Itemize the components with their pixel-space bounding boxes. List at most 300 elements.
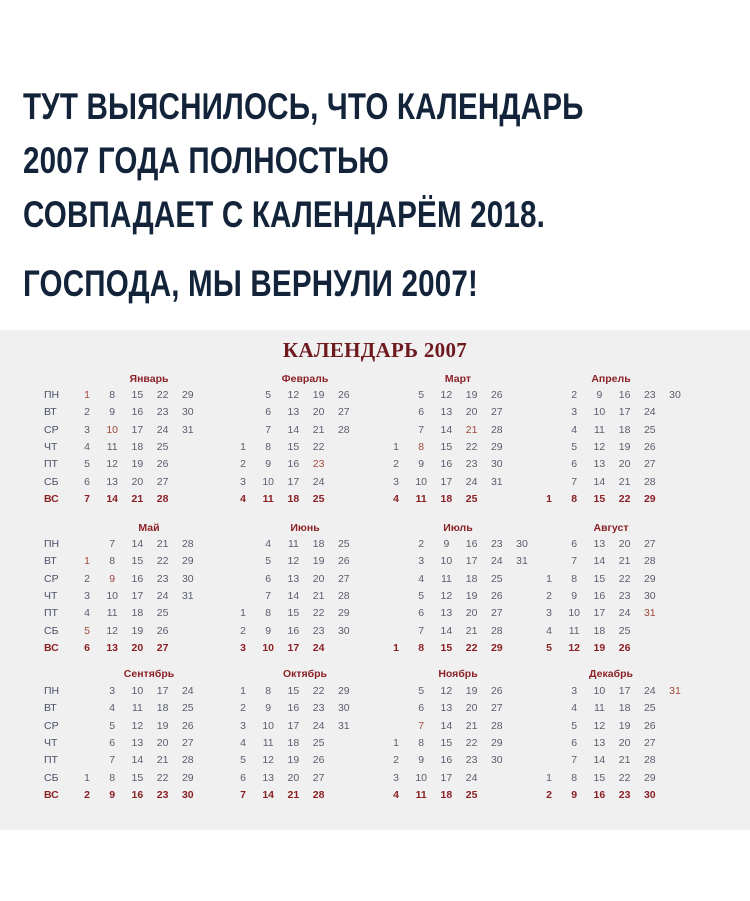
- calendar-day: 8: [418, 641, 425, 654]
- calendar-day: 26: [156, 458, 169, 471]
- calendar-day: 7: [265, 423, 272, 436]
- calendar-day: 20: [618, 538, 631, 550]
- calendar-day: 16: [287, 458, 300, 471]
- calendar-day: 18: [440, 788, 453, 801]
- calendar-day: 8: [571, 771, 578, 784]
- calendar-day: 20: [465, 702, 478, 715]
- calendar-day: 8: [265, 685, 272, 697]
- calendar-day: 10: [415, 475, 428, 488]
- calendar-day: 3: [240, 475, 246, 488]
- calendar-day: 24: [156, 423, 169, 436]
- calendar-day: 14: [593, 754, 606, 767]
- calendar-day: 15: [131, 555, 144, 568]
- calendar-day: 30: [669, 389, 681, 401]
- calendar-day: 8: [265, 440, 272, 453]
- calendar-day: 3: [571, 685, 578, 697]
- calendar-day: 10: [262, 641, 275, 654]
- calendar-day: 26: [490, 389, 503, 401]
- calendar-day: 28: [643, 754, 656, 767]
- calendar-day: 23: [312, 702, 325, 715]
- calendar-day: 23: [490, 538, 503, 550]
- calendar-day: 4: [240, 492, 246, 505]
- calendar-day: 6: [571, 736, 578, 749]
- calendar-day: 2: [418, 538, 425, 550]
- calendar-day: 1: [84, 389, 90, 401]
- calendar-day: 21: [618, 754, 631, 767]
- calendar-day: 6: [265, 406, 272, 419]
- calendar-day: 16: [618, 389, 631, 401]
- calendar-day: 24: [643, 406, 656, 419]
- calendar-day: 2: [84, 572, 90, 585]
- calendar-day: 16: [287, 624, 300, 637]
- calendar-day: 27: [337, 572, 350, 585]
- month-name: Ноябрь: [438, 668, 478, 680]
- calendar-day: 27: [156, 475, 169, 488]
- calendar-day: 12: [440, 589, 453, 602]
- calendar-day: 13: [440, 607, 453, 620]
- calendar-day: 15: [440, 641, 453, 654]
- calendar-day: 30: [181, 572, 194, 585]
- calendar-day: 23: [618, 788, 631, 801]
- calendar-day: 13: [593, 736, 606, 749]
- calendar-day: 12: [131, 719, 144, 732]
- calendar-day: 6: [84, 475, 90, 488]
- calendar-day: 9: [109, 406, 116, 419]
- calendar-day: 24: [465, 475, 478, 488]
- month-name: Май: [138, 522, 160, 534]
- calendar-day: 9: [571, 788, 578, 801]
- weekday-label: ПТ: [44, 754, 58, 767]
- calendar-day: 12: [568, 641, 581, 654]
- calendar-day: 5: [418, 685, 425, 697]
- calendar-day: 1: [240, 685, 246, 697]
- weekday-label: ПН: [44, 389, 60, 401]
- calendar-day: 27: [181, 736, 194, 749]
- calendar-day: 17: [440, 475, 453, 488]
- calendar-day: 20: [131, 475, 144, 488]
- calendar-day: 6: [240, 771, 246, 784]
- calendar-day: 1: [546, 572, 552, 585]
- calendar-day: 22: [465, 736, 478, 749]
- weekday-label: ВТ: [44, 702, 57, 715]
- calendar-day: 15: [287, 685, 300, 697]
- calendar-day: 10: [262, 719, 275, 732]
- calendar-day: 25: [181, 702, 194, 715]
- calendar-day: 17: [287, 641, 300, 654]
- calendar-day: 6: [84, 641, 90, 654]
- calendar-day: 26: [643, 440, 656, 453]
- calendar-day: 9: [596, 389, 603, 401]
- calendar-day: 9: [109, 572, 116, 585]
- calendar-day: 15: [131, 771, 144, 784]
- calendar-day: 29: [643, 572, 656, 585]
- calendar-day: 21: [156, 538, 169, 550]
- calendar-day: 11: [415, 492, 427, 505]
- calendar-day: 13: [131, 736, 144, 749]
- calendar-day: 12: [593, 719, 606, 732]
- calendar-day: 13: [262, 771, 275, 784]
- calendar-day: 27: [643, 736, 656, 749]
- calendar-day: 16: [131, 788, 144, 801]
- calendar-day: 3: [546, 607, 552, 620]
- calendar-day: 25: [490, 572, 503, 585]
- calendar-day: 29: [337, 607, 350, 620]
- calendar-day: 11: [415, 788, 427, 801]
- calendar-day: 26: [490, 589, 503, 602]
- calendar-day: 16: [440, 754, 453, 767]
- calendar-day: 7: [571, 475, 578, 488]
- calendar-day: 21: [465, 624, 478, 637]
- calendar-day: 17: [465, 555, 478, 568]
- calendar-day: 22: [465, 440, 478, 453]
- calendar-day: 13: [106, 641, 119, 654]
- calendar-day: 30: [643, 589, 656, 602]
- calendar-day: 29: [181, 771, 194, 784]
- calendar-day: 8: [571, 572, 578, 585]
- calendar-day: 7: [418, 719, 425, 732]
- calendar-day: 5: [546, 641, 552, 654]
- calendar-day: 11: [106, 440, 118, 453]
- weekday-label: СР: [44, 423, 59, 436]
- calendar-day: 6: [109, 736, 116, 749]
- calendar-day: 1: [393, 641, 399, 654]
- calendar-day: 17: [287, 475, 300, 488]
- calendar-day: 28: [181, 754, 194, 767]
- calendar-day: 9: [109, 788, 116, 801]
- calendar-day: 18: [465, 572, 478, 585]
- calendar-day: 3: [393, 771, 399, 784]
- calendar-day: 27: [643, 458, 656, 471]
- calendar-day: 2: [546, 788, 552, 801]
- calendar-day: 19: [618, 440, 631, 453]
- calendar-day: 12: [593, 440, 606, 453]
- calendar-day: 27: [643, 538, 656, 550]
- calendar-day: 22: [312, 440, 325, 453]
- calendar-day: 16: [465, 538, 478, 550]
- calendar-day: 12: [262, 754, 275, 767]
- calendar-day: 30: [516, 538, 528, 550]
- calendar-day: 23: [618, 589, 631, 602]
- calendar-day: 16: [287, 702, 300, 715]
- calendar-day: 15: [131, 389, 144, 401]
- calendar-day: 10: [106, 423, 119, 436]
- calendar-day: 2: [84, 788, 90, 801]
- month-name: Февраль: [281, 373, 329, 385]
- calendar-day: 28: [156, 492, 169, 505]
- calendar-day: 18: [593, 624, 606, 637]
- calendar-day: 29: [643, 492, 656, 505]
- calendar-day: 2: [240, 624, 246, 637]
- calendar-day: 17: [131, 423, 144, 436]
- calendar-day: 14: [106, 492, 119, 505]
- month-name: Сентябрь: [123, 668, 175, 680]
- month-name: Январь: [129, 373, 169, 385]
- weekday-label: ЧТ: [44, 736, 58, 749]
- weekday-label: СБ: [44, 475, 59, 488]
- calendar-day: 23: [465, 458, 478, 471]
- calendar-day: 31: [181, 423, 194, 436]
- calendar-day: 17: [618, 406, 631, 419]
- calendar-day: 4: [84, 440, 90, 453]
- calendar-day: 25: [618, 624, 631, 637]
- calendar-day: 21: [312, 423, 325, 436]
- calendar-day: 31: [490, 475, 503, 488]
- calendar-day: 8: [109, 389, 116, 401]
- calendar-day: 30: [337, 702, 350, 715]
- calendar-day: 5: [240, 754, 246, 767]
- calendar-day: 18: [287, 736, 300, 749]
- calendar-day: 25: [312, 736, 325, 749]
- calendar-day: 7: [571, 754, 578, 767]
- calendar-day: 14: [287, 423, 300, 436]
- calendar-day: 17: [156, 685, 169, 697]
- calendar-day: 9: [265, 458, 272, 471]
- calendar-day: 30: [181, 788, 194, 801]
- weekday-label: ПТ: [44, 458, 58, 471]
- calendar-day: 17: [131, 589, 144, 602]
- calendar-day: 30: [181, 406, 194, 419]
- calendar-day: 3: [240, 719, 246, 732]
- calendar-day: 12: [287, 389, 300, 401]
- calendar-day: 24: [312, 719, 325, 732]
- calendar-day: 3: [240, 641, 246, 654]
- calendar-day: 20: [465, 406, 478, 419]
- calendar-day: 9: [418, 458, 425, 471]
- calendar-day: 7: [240, 788, 246, 801]
- calendar-day: 23: [156, 406, 169, 419]
- calendar-day: 28: [181, 538, 194, 550]
- month-name: Март: [444, 373, 472, 385]
- calendar-day: 13: [593, 458, 606, 471]
- calendar-day: 16: [593, 589, 606, 602]
- calendar-day: 20: [287, 771, 300, 784]
- calendar-day: 4: [571, 702, 578, 715]
- calendar-day: 3: [84, 589, 90, 602]
- calendar-day: 3: [84, 423, 90, 436]
- calendar-day: 14: [131, 538, 144, 550]
- calendar-day: 4: [418, 572, 425, 585]
- calendar-day: 18: [287, 492, 300, 505]
- calendar-day: 2: [240, 458, 246, 471]
- calendar-day: 18: [312, 538, 325, 550]
- calendar-day: 20: [312, 572, 325, 585]
- calendar-day: 15: [287, 440, 300, 453]
- calendar-day: 7: [265, 589, 272, 602]
- calendar-day: 19: [465, 685, 478, 697]
- calendar-day: 31: [669, 685, 681, 697]
- weekday-label: ЧТ: [44, 589, 58, 602]
- calendar-day: 18: [618, 702, 631, 715]
- weekday-label: ВС: [44, 641, 59, 654]
- calendar-day: 16: [131, 406, 144, 419]
- calendar-day: 11: [262, 736, 274, 749]
- calendar-day: 20: [131, 641, 144, 654]
- calendar-day: 4: [393, 492, 399, 505]
- calendar-day: 7: [109, 538, 116, 550]
- calendar-day: 5: [571, 440, 578, 453]
- calendar-day: 6: [418, 406, 425, 419]
- weekday-label: ПН: [44, 538, 60, 550]
- calendar-day: 26: [156, 624, 169, 637]
- calendar-day: 3: [571, 406, 578, 419]
- weekday-label: ПТ: [44, 607, 58, 620]
- weekday-label: ВТ: [44, 555, 57, 568]
- weekday-label: СБ: [44, 771, 59, 784]
- calendar-day: 9: [265, 702, 272, 715]
- calendar-day: 14: [440, 624, 453, 637]
- calendar-day: 21: [465, 719, 478, 732]
- calendar-day: 24: [643, 685, 656, 697]
- calendar-day: 7: [418, 624, 425, 637]
- calendar-day: 26: [337, 389, 350, 401]
- calendar-day: 11: [593, 423, 605, 436]
- calendar-day: 19: [312, 389, 325, 401]
- calendar-day: 15: [440, 440, 453, 453]
- weekday-label: ВС: [44, 788, 59, 801]
- calendar-day: 8: [571, 492, 578, 505]
- calendar-day: 10: [440, 555, 453, 568]
- calendar-day: 8: [109, 771, 116, 784]
- calendar-day: 18: [440, 492, 453, 505]
- calendar-day: 28: [643, 475, 656, 488]
- calendar-day: 14: [593, 555, 606, 568]
- calendar-day: 29: [337, 685, 350, 697]
- headline-line-4: ГОСПОДА, МЫ ВЕРНУЛИ 2007!: [23, 263, 478, 304]
- calendar-day: 26: [312, 754, 325, 767]
- calendar-title: КАЛЕНДАРЬ 2007: [282, 338, 468, 362]
- calendar-day: 27: [337, 406, 350, 419]
- calendar-day: 2: [393, 754, 399, 767]
- calendar-day: 23: [156, 572, 169, 585]
- calendar-day: 25: [156, 440, 169, 453]
- calendar-day: 15: [593, 572, 606, 585]
- calendar-day: 28: [490, 719, 503, 732]
- calendar-day: 13: [287, 406, 300, 419]
- calendar-day: 27: [490, 406, 503, 419]
- month-name: Апрель: [591, 373, 631, 385]
- calendar-day: 24: [618, 607, 631, 620]
- calendar-day: 11: [131, 702, 143, 715]
- calendar-day: 21: [312, 589, 325, 602]
- calendar-day: 18: [156, 702, 169, 715]
- weekday-label: СР: [44, 719, 59, 732]
- calendar-day: 20: [618, 736, 631, 749]
- calendar-day: 5: [418, 589, 425, 602]
- calendar-day: 1: [240, 440, 246, 453]
- calendar-day: 22: [618, 572, 631, 585]
- calendar-day: 19: [287, 754, 300, 767]
- calendar-day: 14: [593, 475, 606, 488]
- month-name: Июнь: [290, 522, 320, 534]
- calendar-day: 16: [593, 788, 606, 801]
- weekday-label: СБ: [44, 624, 59, 637]
- calendar-day: 31: [337, 719, 350, 732]
- calendar-day: 28: [490, 423, 503, 436]
- month-name: Август: [593, 522, 629, 534]
- weekday-label: СР: [44, 572, 59, 585]
- calendar-day: 29: [181, 389, 194, 401]
- calendar-day: 26: [181, 719, 194, 732]
- calendar-day: 1: [546, 492, 552, 505]
- calendar-day: 13: [440, 406, 453, 419]
- calendar-day: 5: [109, 719, 116, 732]
- calendar-day: 30: [490, 754, 503, 767]
- calendar-day: 10: [106, 589, 119, 602]
- calendar-day: 25: [312, 492, 325, 505]
- calendar-day: 12: [440, 389, 453, 401]
- calendar-day: 15: [593, 492, 606, 505]
- calendar-day: 27: [490, 702, 503, 715]
- calendar-day: 15: [593, 771, 606, 784]
- calendar-day: 4: [240, 736, 246, 749]
- calendar-day: 8: [265, 607, 272, 620]
- calendar-day: 25: [156, 607, 169, 620]
- calendar-day: 14: [287, 589, 300, 602]
- month-name: Декабрь: [589, 668, 633, 680]
- calendar-day: 25: [465, 788, 478, 801]
- calendar-day: 5: [265, 389, 272, 401]
- calendar-day: 26: [490, 685, 503, 697]
- calendar-day: 26: [643, 719, 656, 732]
- calendar-day: 18: [131, 440, 144, 453]
- calendar-day: 19: [465, 589, 478, 602]
- calendar-day: 22: [312, 685, 325, 697]
- calendar-day: 1: [393, 736, 399, 749]
- weekday-label: ВС: [44, 492, 59, 505]
- calendar-day: 13: [593, 538, 606, 550]
- calendar-day: 12: [106, 458, 119, 471]
- calendar-day: 13: [440, 702, 453, 715]
- calendar-day: 25: [465, 492, 478, 505]
- calendar-day: 8: [418, 736, 425, 749]
- calendar-day: 9: [443, 538, 450, 550]
- calendar-day: 3: [109, 685, 116, 697]
- calendar-day: 25: [643, 702, 656, 715]
- calendar-day: 6: [418, 607, 425, 620]
- calendar-day: 21: [287, 788, 300, 801]
- calendar-day: 15: [287, 607, 300, 620]
- calendar-day: 30: [490, 458, 503, 471]
- calendar-day: 19: [465, 389, 478, 401]
- calendar-day: 6: [265, 572, 272, 585]
- calendar-day: 10: [593, 406, 606, 419]
- calendar-day: 20: [618, 458, 631, 471]
- calendar-day: 31: [516, 555, 528, 568]
- headline-line-1: ТУТ ВЫЯСНИЛОСЬ, ЧТО КАЛЕНДАРЬ: [23, 86, 584, 127]
- calendar-day: 23: [643, 389, 656, 401]
- calendar-day: 18: [618, 423, 631, 436]
- calendar-day: 3: [418, 555, 425, 568]
- calendar-day: 29: [490, 440, 503, 453]
- month-name: Октябрь: [282, 668, 328, 680]
- calendar-day: 2: [571, 389, 578, 401]
- calendar-day: 14: [440, 719, 453, 732]
- calendar-day: 30: [643, 788, 656, 801]
- calendar-day: 4: [546, 624, 552, 637]
- calendar-day: 22: [618, 492, 631, 505]
- weekday-label: ВТ: [44, 406, 57, 419]
- calendar-day: 22: [312, 607, 325, 620]
- calendar-day: 23: [465, 754, 478, 767]
- calendar-day: 25: [643, 423, 656, 436]
- calendar-day: 16: [131, 572, 144, 585]
- calendar-day: 5: [84, 458, 90, 471]
- calendar-day: 19: [131, 458, 144, 471]
- calendar-day: 26: [337, 555, 350, 568]
- calendar-day: 24: [312, 475, 325, 488]
- calendar-day: 24: [181, 685, 194, 697]
- calendar-day: 31: [643, 607, 656, 620]
